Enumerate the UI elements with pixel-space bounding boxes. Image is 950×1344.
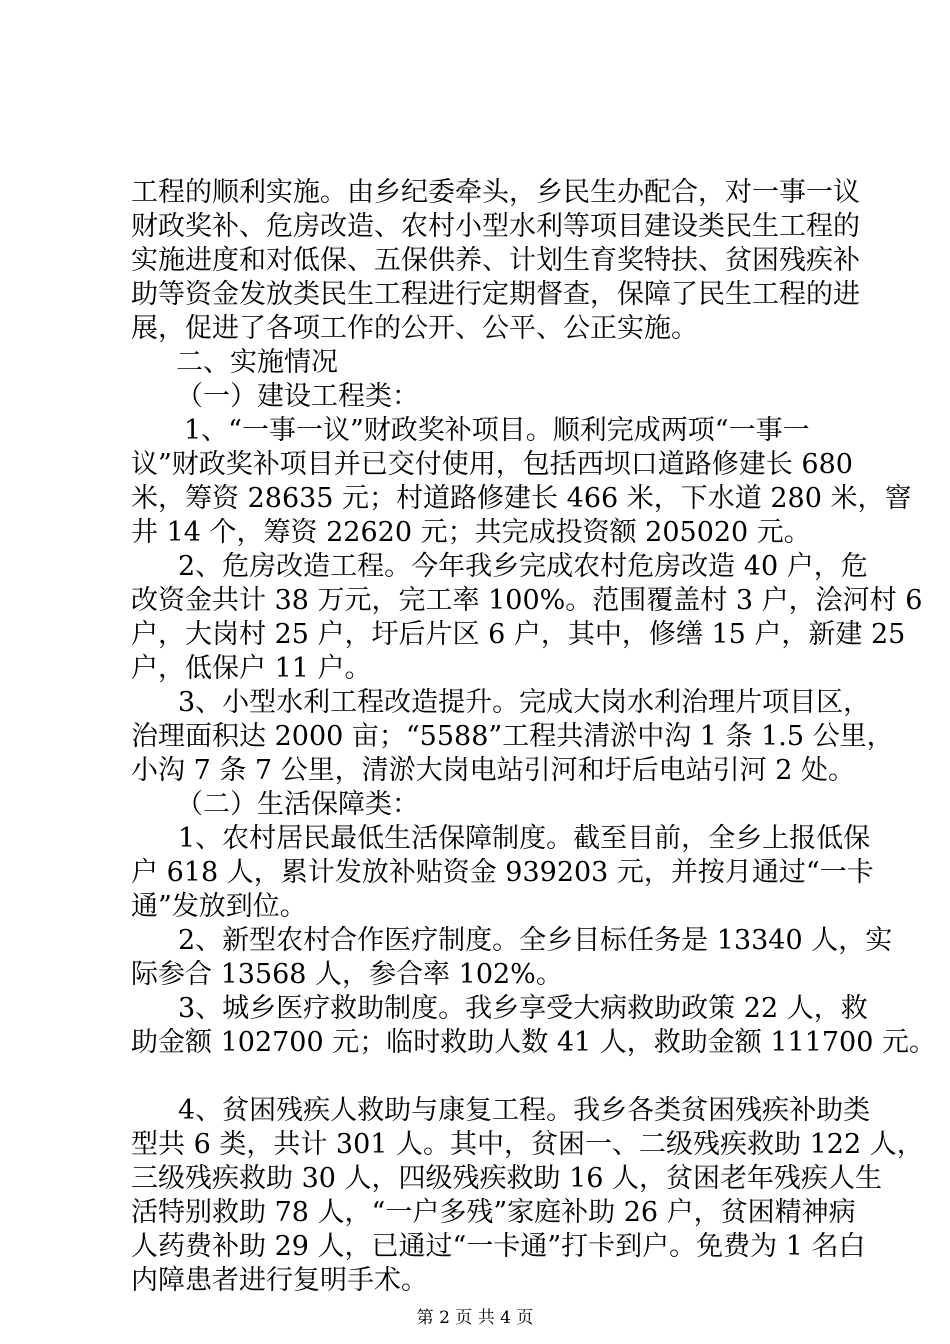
text-line: 米，筹资 28635 元；村道路修建长 466 米，下水道 280 米，窨 bbox=[131, 483, 912, 514]
text-line: 3、小型水利工程改造提升。完成大岗水利治理片项目区， bbox=[178, 687, 871, 718]
text-line: 4、贫困残疾人救助与康复工程。我乡各类贫困残疾补助类 bbox=[178, 1095, 871, 1126]
subsection-heading: （二）生活保障类： bbox=[176, 789, 419, 820]
text-line: 实施进度和对低保、五保供养、计划生育奖特扶、贫困残疾补 bbox=[131, 245, 860, 276]
text-line: 三级残疾救助 30 人，四级残疾救助 16 人，贫困老年残疾人生 bbox=[131, 1163, 883, 1194]
text-line: 内障患者进行复明手术。 bbox=[131, 1265, 428, 1296]
text-line: 井 14 个，筹资 22620 元；共完成投资额 205020 元。 bbox=[131, 517, 811, 548]
text-line: 户，大岗村 25 户，圩后片区 6 户，其中，修缮 15 户，新建 25 bbox=[131, 619, 906, 650]
text-line: 2、新型农村合作医疗制度。全乡目标任务是 13340 人，实 bbox=[178, 925, 893, 956]
text-line: 展，促进了各项工作的公开、公平、公正实施。 bbox=[131, 313, 698, 344]
text-line: 户 618 人，累计发放补贴资金 939203 元，并按月通过“一卡 bbox=[131, 857, 874, 888]
text-line: 通”发放到位。 bbox=[131, 891, 307, 922]
text-line: 户，低保户 11 户。 bbox=[131, 653, 372, 684]
text-line: 小沟 7 条 7 公里，清淤大岗电站引河和圩后电站引河 2 处。 bbox=[131, 755, 856, 786]
text-line: 改资金共计 38 万元，完工率 100%。范围覆盖村 3 户，浍河村 6 bbox=[131, 585, 923, 616]
text-line: 议”财政奖补项目并已交付使用，包括西坝口道路修建长 680 bbox=[131, 449, 853, 480]
text-line: 活特别救助 78 人，“一户多残”家庭补助 26 户，贫困精神病 bbox=[131, 1197, 856, 1228]
text-line: 型共 6 类，共计 301 人。其中，贫困一、二级残疾救助 122 人， bbox=[131, 1129, 924, 1160]
section-heading: 二、实施情况 bbox=[176, 347, 338, 378]
text-line: 财政奖补、危房改造、农村小型水利等项目建设类民生工程的 bbox=[131, 211, 860, 242]
text-line: 助等资金发放类民生工程进行定期督查，保障了民生工程的进 bbox=[131, 279, 860, 310]
text-line: 3、城乡医疗救助制度。我乡享受大病救助政策 22 人，救 bbox=[178, 993, 868, 1024]
text-line: 工程的顺利实施。由乡纪委牵头，乡民生办配合，对一事一议 bbox=[131, 177, 860, 208]
text-line: 1、“一事一议”财政奖补项目。顺利完成两项“一事一 bbox=[184, 415, 810, 446]
page-footer: 第 2 页 共 4 页 bbox=[416, 1308, 534, 1328]
text-line: 人药费补助 29 人，已通过“一卡通”打卡到户。免费为 1 名白 bbox=[131, 1231, 866, 1262]
subsection-heading: （一）建设工程类： bbox=[176, 381, 419, 412]
text-line: 治理面积达 2000 亩；“5588”工程共清淤中沟 1 条 1.5 公里， bbox=[131, 721, 894, 752]
text-line: 2、危房改造工程。今年我乡完成农村危房改造 40 户，危 bbox=[178, 551, 868, 582]
text-line: 助金额 102700 元；临时救助人数 41 人，救助金额 111700 元。 bbox=[131, 1027, 936, 1058]
text-line: 1、农村居民最低生活保障制度。截至目前，全乡上报低保 bbox=[178, 823, 871, 854]
text-line: 际参合 13568 人，参合率 102%。 bbox=[131, 959, 563, 990]
